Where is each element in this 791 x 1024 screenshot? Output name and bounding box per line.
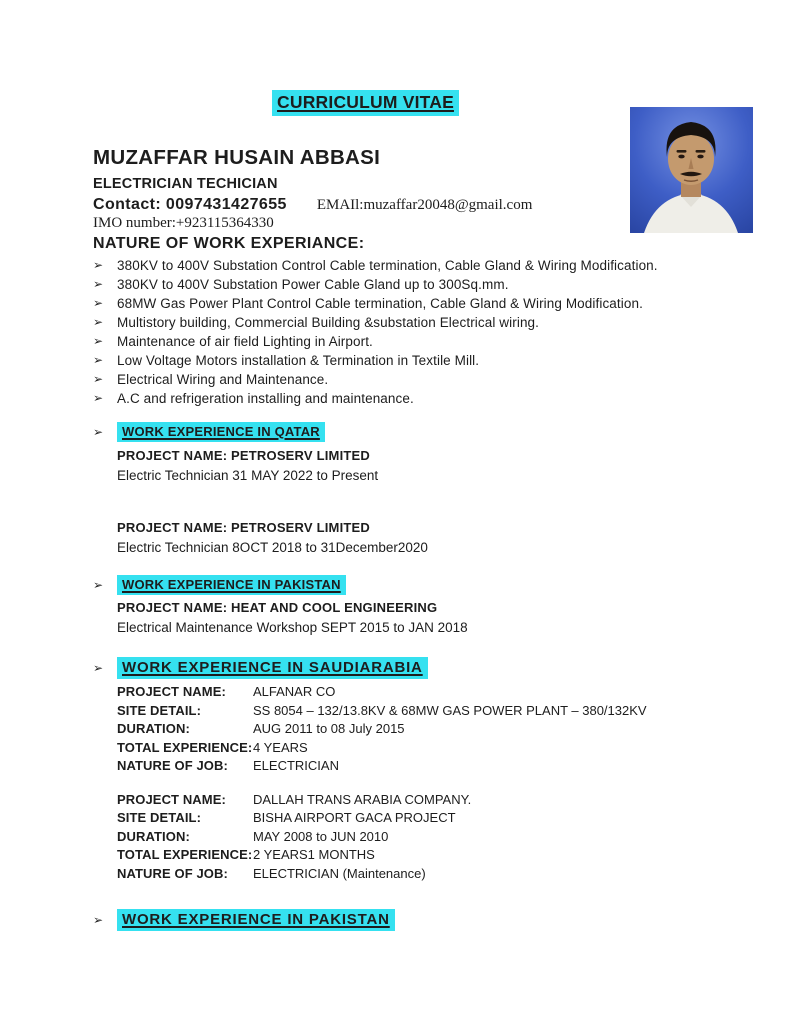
list-item — [93, 351, 718, 370]
list-item-text: Electrical Wiring and Maintenance. — [117, 372, 329, 387]
detail-row — [117, 757, 718, 776]
contact-number: Contact: 0097431427655 — [93, 196, 287, 213]
arrow-bullet-icon: ➢ — [93, 258, 104, 272]
detail-label: NATURE OF JOB: — [117, 865, 228, 881]
detail-row — [117, 846, 718, 865]
detail-value: ALFANAR CO — [253, 684, 336, 699]
detail-label: TOTAL EXPERIENCE: — [117, 847, 253, 862]
detail-value: DALLAH TRANS ARABIA COMPANY. — [253, 791, 472, 807]
title-row — [93, 90, 638, 116]
detail-value: 2 YEARS1 MONTHS — [253, 847, 375, 862]
list-item — [93, 275, 718, 294]
nature-of-work-heading: NATURE OF WORK EXPERIANCE: — [93, 235, 365, 252]
detail-row — [117, 865, 718, 884]
cv-content — [93, 90, 718, 931]
arrow-bullet-icon: ➢ — [93, 334, 104, 348]
project-detail: Electrical Maintenance Workshop SEPT 2015 to JAN 2018 — [117, 620, 468, 635]
detail-row — [117, 809, 718, 828]
detail-value: BISHA AIRPORT GACA PROJECT — [253, 810, 456, 825]
list-item-text: Maintenance of air field Lighting in Airport. — [117, 334, 373, 349]
detail-label: DURATION: — [117, 721, 190, 736]
list-item — [93, 389, 718, 408]
detail-row — [117, 683, 718, 702]
detail-label: SITE DETAIL: — [117, 702, 202, 718]
project-detail: Electric Technician 31 MAY 2022 to Present — [117, 468, 379, 483]
list-item — [93, 313, 718, 332]
detail-label: NATURE OF JOB: — [117, 758, 228, 773]
section-heading-saudiarabia: WORK EXPERIENCE IN SAUDIARABIA — [117, 657, 428, 679]
detail-value: MAY 2008 to JUN 2010 — [253, 828, 389, 844]
arrow-bullet-icon: ➢ — [93, 277, 104, 291]
project-name: PROJECT NAME: PETROSERV LIMITED — [117, 448, 370, 463]
applicant-name: MUZAFFAR HUSAIN ABBASI — [93, 146, 381, 169]
project-name: PROJECT NAME: PETROSERV LIMITED — [117, 520, 370, 535]
detail-row — [117, 720, 718, 739]
email-address: EMAIl:muzaffar20048@gmail.com — [316, 197, 533, 213]
saudi-project-2 — [117, 791, 718, 884]
list-item-text: Multistory building, Commercial Building &substation Electrical wiring. — [117, 315, 540, 330]
section-pakistan-2 — [93, 909, 718, 931]
list-item-text: Low Voltage Motors installation & Termination in Textile Mill. — [117, 353, 480, 368]
list-item-text: 68MW Gas Power Plant Control Cable termination, Cable Gland & Wiring Modification. — [117, 296, 643, 311]
list-item — [93, 332, 718, 351]
list-item — [93, 294, 718, 313]
section-heading-pakistan-1: WORK EXPERIENCE IN PAKISTAN — [117, 575, 346, 595]
imo-number: IMO number:+923115364330 — [93, 215, 274, 231]
project-detail: Electric Technician 8OCT 2018 to 31December2020 — [117, 540, 428, 555]
arrow-bullet-icon: ➢ — [93, 353, 104, 367]
section-pakistan-1 — [93, 575, 718, 595]
arrow-bullet-icon: ➢ — [93, 661, 104, 675]
saudi-project-1 — [117, 683, 718, 776]
arrow-bullet-icon: ➢ — [93, 913, 104, 927]
qatar-entry — [117, 519, 718, 557]
detail-label: SITE DETAIL: — [117, 810, 202, 825]
detail-label: PROJECT NAME: — [117, 684, 226, 699]
pakistan-entry — [117, 599, 718, 637]
detail-row — [117, 702, 718, 721]
arrow-bullet-icon: ➢ — [93, 391, 104, 405]
list-item-text: A.C and refrigeration installing and maintenance. — [117, 391, 414, 406]
section-heading-pakistan-2: WORK EXPERIENCE IN PAKISTAN — [117, 909, 395, 931]
section-heading-qatar: WORK EXPERIENCE IN QATAR — [117, 422, 325, 442]
section-saudiarabia — [93, 657, 718, 679]
qatar-entry — [117, 447, 718, 485]
detail-label: DURATION: — [117, 828, 190, 844]
detail-row — [117, 739, 718, 758]
list-item — [93, 256, 718, 275]
detail-row — [117, 828, 718, 847]
arrow-bullet-icon: ➢ — [93, 372, 104, 386]
arrow-bullet-icon: ➢ — [93, 315, 104, 329]
arrow-bullet-icon: ➢ — [93, 425, 104, 439]
arrow-bullet-icon: ➢ — [93, 578, 104, 592]
detail-value: 4 YEARS — [253, 739, 308, 755]
arrow-bullet-icon: ➢ — [93, 296, 104, 310]
contact-row — [93, 196, 718, 214]
detail-value: ELECTRICIAN — [253, 758, 339, 773]
page-title: CURRICULUM VITAE — [272, 90, 459, 116]
detail-value: SS 8054 – 132/13.8KV & 68MW GAS POWER PLANT – 380/132KV — [253, 702, 647, 718]
section-qatar — [93, 422, 718, 442]
nature-of-work-list — [93, 256, 718, 408]
detail-row — [117, 791, 718, 810]
detail-value: AUG 2011 to 08 July 2015 — [253, 721, 405, 736]
applicant-role: ELECTRICIAN TECHICIAN — [93, 176, 278, 192]
project-name: PROJECT NAME: HEAT AND COOL ENGINEERING — [117, 600, 438, 615]
detail-label: PROJECT NAME: — [117, 791, 226, 807]
list-item-text: 380KV to 400V Substation Control Cable termination, Cable Gland & Wiring Modification. — [117, 258, 658, 273]
list-item-text: 380KV to 400V Substation Power Cable Gland up to 300Sq.mm. — [117, 277, 509, 292]
detail-label: TOTAL EXPERIENCE: — [117, 739, 253, 755]
list-item — [93, 370, 718, 389]
detail-value: ELECTRICIAN (Maintenance) — [253, 865, 426, 881]
